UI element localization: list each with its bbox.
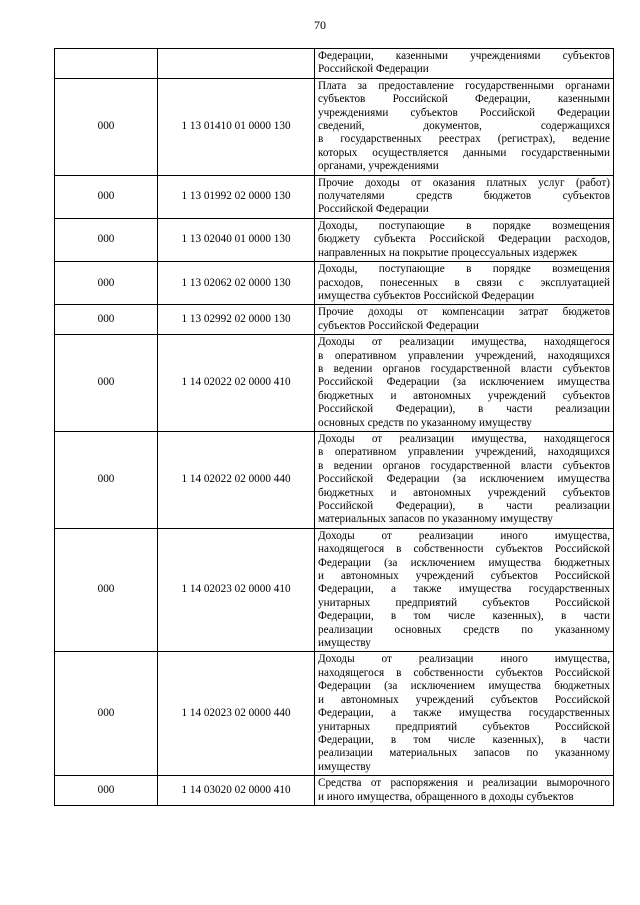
table-body <box>55 49 614 806</box>
description-line: в ведении органов государственной власти субъектов <box>318 459 610 472</box>
description-line: Доходы от реализации имущества, находящегося <box>318 432 610 445</box>
description-line: унитарных предприятий субъектов Российской <box>318 720 610 733</box>
description-line: находящегося в собственности субъектов Российской <box>318 543 610 556</box>
description-cell <box>315 78 614 175</box>
income-codes-table <box>54 48 614 806</box>
budget-code-cell: 1 14 02023 02 0000 410 <box>158 528 315 652</box>
description-line: субъектов Российской Федерации, казенными <box>318 93 610 106</box>
description-line: Федерации, в том числе казенных), в части <box>318 610 610 623</box>
description-line: бюджету субъекта Российской Федерации расходов, <box>318 233 610 246</box>
description-cell <box>315 652 614 776</box>
description-line: сведений, документов, содержащихся <box>318 120 610 133</box>
admin-code-cell: 000 <box>55 776 158 806</box>
description-line: Прочие доходы от компенсации затрат бюджетов <box>318 306 610 319</box>
description-line: Российской Федерации <box>318 203 429 216</box>
description-line: имуществу <box>318 760 371 773</box>
description-cell <box>315 528 614 652</box>
description-cell <box>315 262 614 305</box>
budget-code-cell: 1 13 01992 02 0000 130 <box>158 175 315 218</box>
description-cell <box>315 776 614 806</box>
admin-code-cell <box>55 49 158 79</box>
description-line: Доходы от реализации имущества, находящегося <box>318 336 610 349</box>
description-line: Российской Федерации), в части реализации <box>318 403 610 416</box>
description-line: Доходы, поступающие в порядке возмещения <box>318 263 610 276</box>
description-line: основных средств по указанному имуществу <box>318 416 532 429</box>
budget-code-cell <box>158 49 315 79</box>
description-line: в ведении органов государственной власти субъектов <box>318 362 610 375</box>
description-line: реализации материальных запасов по указанному <box>318 747 610 760</box>
description-line: Федерации, казенными учреждениями субъектов <box>318 50 610 62</box>
description-line: материальных запасов по указанному имуществу <box>318 513 553 526</box>
description-line: которых осуществляется данными государственными <box>318 146 610 159</box>
description-line: бюджетных и автономных учреждений субъектов <box>318 389 610 402</box>
budget-code-cell: 1 14 02022 02 0000 410 <box>158 335 315 432</box>
budget-code-cell: 1 13 01410 01 0000 130 <box>158 78 315 175</box>
description-line: Федерации, а также имущества государственных <box>318 707 610 720</box>
table-row <box>55 776 614 806</box>
table-row <box>55 335 614 432</box>
description-line: Плата за предоставление государственными органами <box>318 79 610 92</box>
description-line: и автономных учреждений субъектов Российской <box>318 570 610 583</box>
description-cell <box>315 175 614 218</box>
admin-code-cell: 000 <box>55 175 158 218</box>
table-row <box>55 528 614 652</box>
description-cell <box>315 49 614 79</box>
admin-code-cell: 000 <box>55 528 158 652</box>
table-row <box>55 652 614 776</box>
table-row <box>55 78 614 175</box>
description-line: в государственных реестрах (регистрах), ведение <box>318 133 610 146</box>
budget-code-cell: 1 14 02023 02 0000 440 <box>158 652 315 776</box>
description-cell <box>315 431 614 528</box>
description-line: получателями средств бюджетов субъектов <box>318 190 610 203</box>
description-line: и иного имущества, обращенного в доходы субъектов <box>318 790 574 803</box>
description-line: унитарных предприятий субъектов Российской <box>318 596 610 609</box>
budget-code-cell: 1 13 02992 02 0000 130 <box>158 305 315 335</box>
description-line: Российской Федерации <box>318 63 429 76</box>
page-number: 70 <box>314 18 326 32</box>
table-row <box>55 262 614 305</box>
description-line: Российской Федерации (за исключением имущества <box>318 473 610 486</box>
description-line: находящегося в собственности субъектов Российской <box>318 666 610 679</box>
table-row <box>55 305 614 335</box>
description-line: в оперативном управлении учреждений, находящихся <box>318 446 610 459</box>
budget-code-cell: 1 13 02040 01 0000 130 <box>158 218 315 261</box>
description-line: и автономных учреждений субъектов Российской <box>318 693 610 706</box>
description-line: направленных на покрытие процессуальных издержек <box>318 246 578 259</box>
admin-code-cell: 000 <box>55 652 158 776</box>
description-line: Федерации, а также имущества государственных <box>318 583 610 596</box>
admin-code-cell: 000 <box>55 218 158 261</box>
description-line: Российской Федерации (за исключением имущества <box>318 376 610 389</box>
description-cell <box>315 218 614 261</box>
admin-code-cell: 000 <box>55 431 158 528</box>
description-line: имуществу <box>318 637 371 650</box>
description-line: Российской Федерации), в части реализации <box>318 500 610 512</box>
description-line: органами, учреждениями <box>318 160 439 173</box>
description-line: субъектов Российской Федерации <box>318 319 479 332</box>
table-row <box>55 49 614 79</box>
description-line: Доходы от реализации иного имущества, <box>318 529 610 542</box>
admin-code-cell: 000 <box>55 78 158 175</box>
description-line: бюджетных и автономных учреждений субъектов <box>318 486 610 499</box>
description-line: Доходы от реализации иного имущества, <box>318 653 610 666</box>
description-line: Средства от распоряжения и реализации выморочного <box>318 777 610 790</box>
description-line: имущества субъектов Российской Федерации <box>318 289 535 302</box>
description-line: расходов, понесенных в связи с эксплуатацией <box>318 276 610 289</box>
description-cell <box>315 335 614 432</box>
admin-code-cell: 000 <box>55 335 158 432</box>
description-line: Федерации (за исключением имущества бюджетных <box>318 680 610 693</box>
table-row <box>55 431 614 528</box>
admin-code-cell: 000 <box>55 305 158 335</box>
description-line: Прочие доходы от оказания платных услуг (работ) <box>318 176 610 189</box>
description-cell <box>315 305 614 335</box>
budget-code-cell: 1 14 03020 02 0000 410 <box>158 776 315 806</box>
table-row <box>55 175 614 218</box>
description-line: учреждениями субъектов Российской Федерации <box>318 106 610 119</box>
description-line: Федерации, в том числе казенных), в части <box>318 733 610 746</box>
description-line: Федерации (за исключением имущества бюджетных <box>318 556 610 569</box>
description-line: реализации основных средств по указанному <box>318 623 610 636</box>
description-line: в оперативном управлении учреждений, находящихся <box>318 349 610 362</box>
budget-code-cell: 1 13 02062 02 0000 130 <box>158 262 315 305</box>
budget-code-cell: 1 14 02022 02 0000 440 <box>158 431 315 528</box>
description-line: Доходы, поступающие в порядке возмещения <box>318 219 610 232</box>
table-row <box>55 218 614 261</box>
admin-code-cell: 000 <box>55 262 158 305</box>
